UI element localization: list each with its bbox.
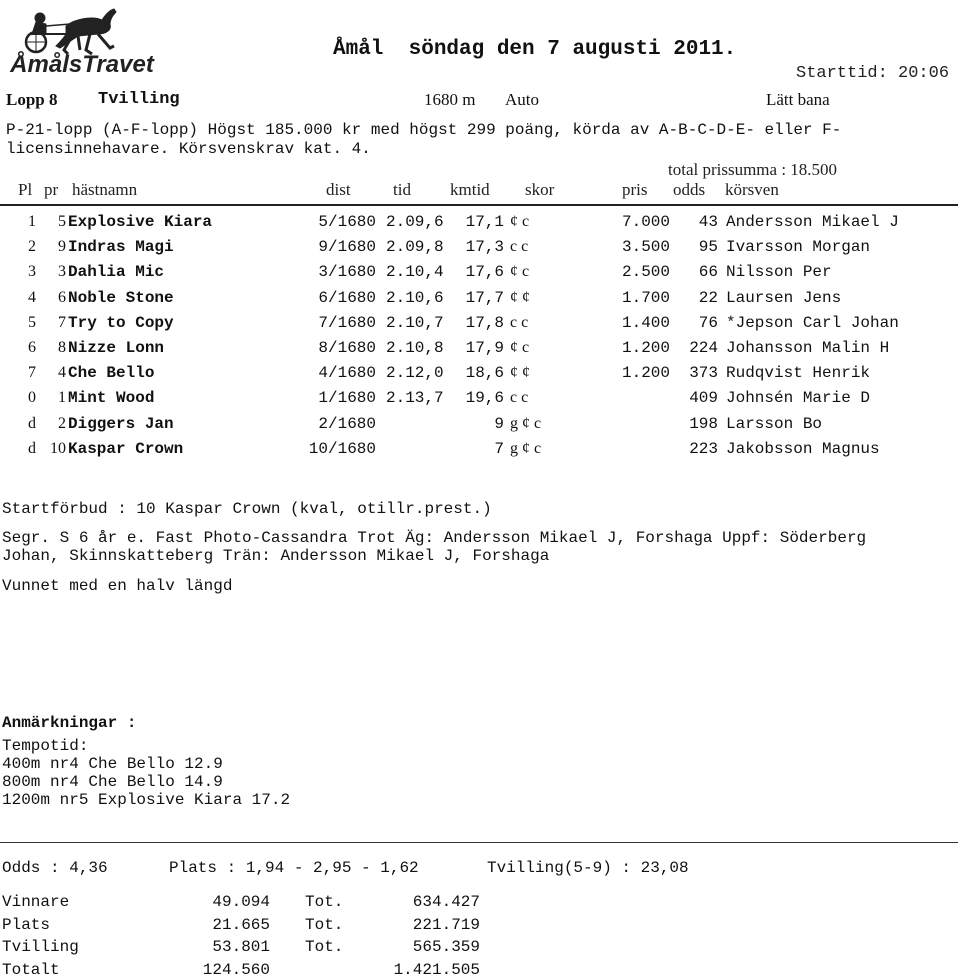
result-placing: d — [28, 414, 36, 432]
odds: 43 — [698, 213, 718, 231]
horse-name: Che Bello — [68, 364, 155, 383]
result-placing: 7 — [28, 364, 36, 382]
race-time: 2.10,4 — [386, 263, 444, 282]
col-header-tid: tid — [393, 180, 411, 199]
race-description-line: licensinnehavare. Körsvenskrav kat. 4. — [6, 140, 371, 158]
odds: 95 — [698, 238, 718, 257]
shoes: g ¢ c — [510, 439, 542, 457]
tempo-line: 1200m nr5 Explosive Kiara 17.2 — [2, 791, 291, 809]
odds: 198 — [689, 414, 718, 433]
race-time: 2.12,0 — [386, 364, 444, 383]
prize: 7.000 — [621, 213, 670, 231]
shoes: ¢ c — [510, 213, 530, 230]
shoes: c c — [510, 238, 529, 256]
col-header-name: hästnamn — [72, 180, 138, 199]
km-time: 17,3 — [465, 238, 504, 257]
shoes: ¢ c — [510, 339, 530, 356]
turnover-total-label: Tot. — [305, 893, 344, 911]
amalstravet-logo — [6, 4, 158, 78]
table-row — [0, 263, 958, 287]
col-header-pl: Pl — [18, 180, 33, 199]
km-time: 17,7 — [465, 288, 504, 307]
prize: 2.500 — [621, 263, 670, 282]
remarks-heading: Anmärkningar : — [2, 714, 137, 732]
horse-name: Diggers Jan — [68, 414, 174, 433]
turnover-total: 1.421.505 — [393, 960, 480, 979]
race-distance: 1680 m — [424, 90, 476, 109]
turnover-total: 634.427 — [412, 893, 480, 911]
start-number: 8 — [58, 339, 66, 356]
horse-name: Dahlia Mic — [68, 263, 165, 282]
table-row — [0, 314, 958, 338]
win-odds: Odds : 4,36 — [2, 859, 108, 877]
table-row — [0, 289, 958, 313]
winner-info-line: Johan, Skinnskatteberg Trän: Andersson Mikael J, Forshaga — [2, 547, 550, 565]
distance: 2/1680 — [318, 414, 376, 433]
turnover-value: 21.665 — [212, 915, 270, 934]
driver-name: Rudqvist Henrik — [726, 364, 871, 383]
km-time: 17,1 — [465, 213, 504, 231]
start-number: 5 — [58, 213, 66, 230]
result-placing: 2 — [28, 238, 36, 256]
prize: 1.400 — [621, 313, 670, 332]
col-header-pr: pr — [44, 180, 59, 199]
start-number: 1 — [58, 389, 66, 407]
km-time: 7 — [494, 439, 504, 458]
total-prize: total prissumma : 18.500 — [668, 160, 838, 179]
shoes: ¢ c — [510, 263, 530, 281]
table-row — [0, 213, 958, 237]
turnover-value: 53.801 — [212, 938, 270, 956]
distance: 1/1680 — [318, 389, 376, 408]
driver-name: Ivarsson Morgan — [726, 238, 871, 257]
shoes: g ¢ c — [510, 414, 542, 432]
prize: 1.200 — [621, 364, 670, 383]
table-row — [0, 415, 958, 439]
turnover-total: 221.719 — [412, 915, 480, 934]
km-time: 9 — [494, 414, 504, 433]
col-header-kmtid: kmtid — [450, 180, 490, 199]
turnover-total-label: Tot. — [305, 938, 344, 956]
turnover-value: 49.094 — [212, 893, 270, 911]
header-divider — [0, 204, 958, 206]
driver-name: *Jepson Carl Johan — [726, 313, 899, 332]
turnover-label: Totalt — [2, 960, 60, 979]
km-time: 17,8 — [465, 313, 504, 332]
shoes: c c — [510, 389, 529, 407]
table-row — [0, 440, 958, 464]
result-placing: 5 — [28, 313, 36, 331]
result-placing: 0 — [28, 389, 36, 407]
turnover-total: 565.359 — [412, 938, 480, 956]
driver-name: Johansson Malin H — [726, 339, 890, 357]
start-number: 10 — [50, 439, 66, 457]
km-time: 17,6 — [465, 263, 504, 282]
twin-odds: Tvilling(5-9) : 23,08 — [487, 859, 689, 877]
turnover-label: Vinnare — [2, 893, 70, 911]
col-header-pris: pris — [622, 180, 648, 199]
table-row — [0, 238, 958, 262]
horse-name: Nizze Lonn — [68, 339, 165, 357]
col-header-odds: odds — [673, 180, 706, 199]
distance: 6/1680 — [318, 288, 376, 307]
shoes: c c — [510, 313, 529, 331]
distance: 10/1680 — [308, 439, 376, 458]
turnover-total-label: Tot. — [305, 915, 344, 934]
driver-name: Johnsén Marie D — [726, 389, 871, 408]
km-time: 17,9 — [465, 339, 504, 357]
prize: 3.500 — [621, 238, 670, 257]
turnover-label: Plats — [2, 915, 51, 934]
race-time: 2.13,7 — [386, 389, 444, 408]
table-row — [0, 389, 958, 413]
race-time: 2.09,6 — [386, 213, 444, 231]
place-odds: Plats : 1,94 - 2,95 - 1,62 — [169, 859, 419, 877]
result-placing: 1 — [28, 213, 36, 230]
driver-name: Larsson Bo — [726, 414, 823, 433]
driver-name: Jakobsson Magnus — [726, 439, 880, 458]
horse-name: Indras Magi — [68, 238, 174, 257]
odds: 224 — [689, 339, 718, 357]
odds: 373 — [689, 364, 718, 383]
shoes: ¢ ¢ — [510, 364, 530, 382]
turnover-label: Tvilling — [2, 938, 79, 956]
turnover-value: 124.560 — [202, 960, 270, 979]
result-placing: d — [28, 439, 36, 457]
race-time: 2.10,7 — [386, 313, 444, 332]
driver-name: Laursen Jens — [726, 288, 842, 307]
race-time: 2.10,8 — [386, 339, 444, 357]
distance: 9/1680 — [318, 238, 376, 257]
odds: 223 — [689, 439, 718, 458]
tempo-line: 400m nr4 Che Bello 12.9 — [2, 755, 223, 773]
tempo-label: Tempotid: — [2, 737, 89, 755]
race-type: Tvilling — [98, 90, 180, 109]
start-ban: Startförbud : 10 Kaspar Crown (kval, otillr.prest.) — [2, 500, 492, 518]
distance: 3/1680 — [318, 263, 376, 282]
page-title: Åmål söndag den 7 augusti 2011. — [333, 38, 737, 61]
start-number: 3 — [58, 263, 66, 281]
result-placing: 4 — [28, 288, 36, 306]
odds-divider — [0, 842, 958, 843]
distance: 8/1680 — [318, 339, 376, 357]
col-header-dist: dist — [326, 180, 351, 199]
horse-name: Explosive Kiara — [68, 213, 213, 231]
prize: 1.200 — [621, 339, 670, 357]
start-number: 2 — [58, 414, 66, 432]
start-number: 9 — [58, 238, 66, 256]
prize: 1.700 — [621, 288, 670, 307]
col-header-skor: skor — [525, 180, 555, 199]
odds: 66 — [698, 263, 718, 282]
start-time: Starttid: 20:06 — [796, 64, 950, 83]
start-number: 6 — [58, 288, 66, 306]
start-number: 7 — [58, 313, 66, 331]
odds: 76 — [698, 313, 718, 332]
table-row — [0, 364, 958, 388]
race-time: 2.09,8 — [386, 238, 444, 257]
col-header-korsven: körsven — [725, 180, 779, 199]
result-placing: 3 — [28, 263, 36, 281]
horse-name: Mint Wood — [68, 389, 155, 408]
result-placing: 6 — [28, 339, 36, 356]
track-condition: Lätt bana — [766, 90, 830, 109]
tempo-line: 800m nr4 Che Bello 14.9 — [2, 773, 223, 791]
race-time: 2.10,6 — [386, 288, 444, 307]
logo-wordmark: ÅmålsTravet — [10, 51, 154, 78]
distance: 4/1680 — [318, 364, 376, 383]
driver-name: Nilsson Per — [726, 263, 832, 282]
distance: 7/1680 — [318, 313, 376, 332]
trotting-horse-icon — [6, 4, 158, 78]
horse-name: Kaspar Crown — [68, 439, 184, 458]
winner-info-line: Segr. S 6 år e. Fast Photo-Cassandra Trot Äg: Andersson Mikael J, Forshaga Uppf: Söderberg — [2, 529, 867, 547]
distance: 5/1680 — [318, 213, 376, 231]
race-number: Lopp 8 — [6, 90, 58, 109]
table-row — [0, 339, 958, 363]
winning-margin: Vunnet med en halv längd — [2, 577, 233, 595]
km-time: 18,6 — [465, 364, 504, 383]
odds: 22 — [698, 288, 718, 307]
driver-name: Andersson Mikael J — [726, 213, 899, 231]
odds: 409 — [689, 389, 718, 408]
race-start-method: Auto — [505, 90, 539, 109]
race-description-line: P-21-lopp (A-F-lopp) Högst 185.000 kr med högst 299 poäng, körda av A-B-C-D-E- eller F- — [6, 121, 842, 139]
start-number: 4 — [58, 364, 66, 382]
horse-name: Noble Stone — [68, 288, 174, 307]
horse-name: Try to Copy — [68, 313, 174, 332]
km-time: 19,6 — [465, 389, 504, 408]
shoes: ¢ ¢ — [510, 288, 530, 306]
